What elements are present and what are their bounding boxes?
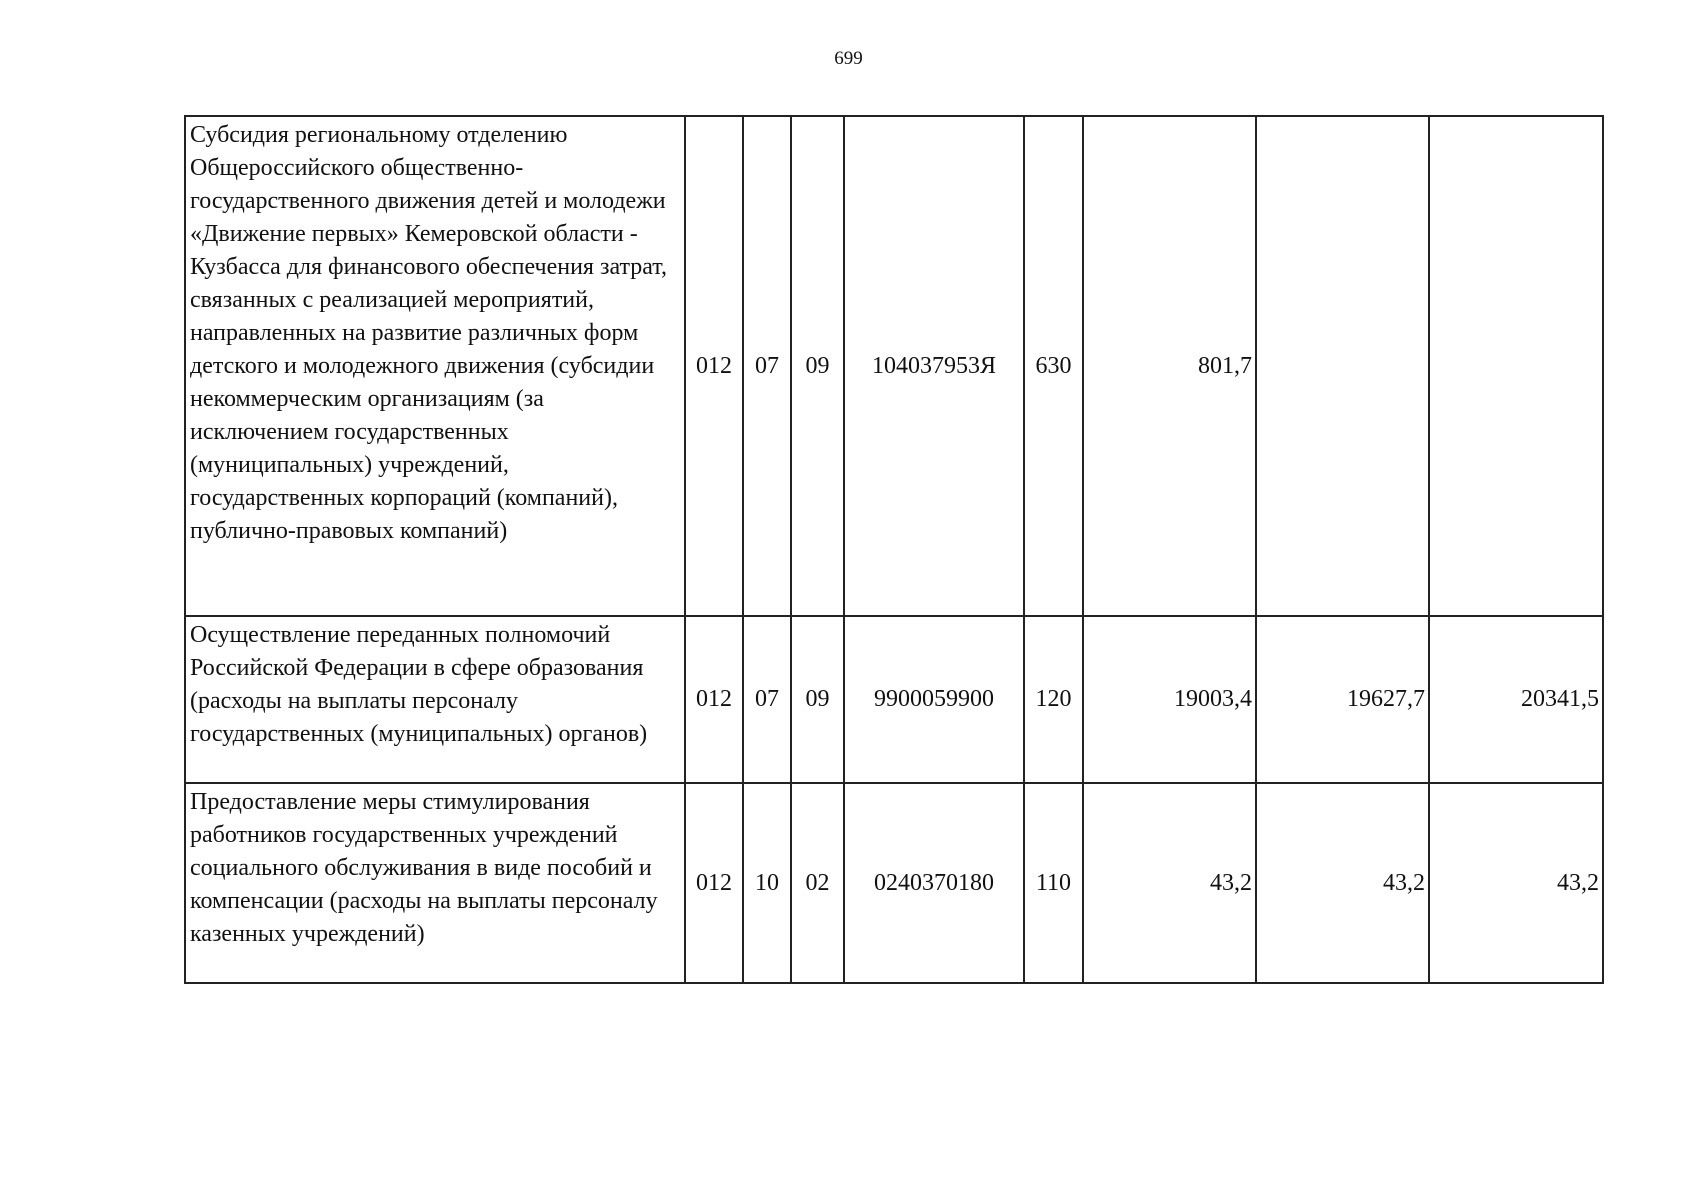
amount-year-1: 19003,4 bbox=[1083, 616, 1256, 783]
row-description: Предоставление меры стимулирования работников государственных учреждений социального обслуживания в виде пособий и компенсации (расходы на выплаты персоналу казенных учреждений) bbox=[185, 783, 685, 983]
amount-year-2: 19627,7 bbox=[1256, 616, 1429, 783]
ministry-code: 012 bbox=[685, 116, 743, 616]
budget-table bbox=[184, 115, 1604, 984]
expense-type-code: 120 bbox=[1024, 616, 1083, 783]
target-article-code: 9900059900 bbox=[844, 616, 1024, 783]
row-description: Осуществление переданных полномочий Российской Федерации в сфере образования (расходы на выплаты персоналу государственных (муниципальных) органов) bbox=[185, 616, 685, 783]
section-code: 07 bbox=[743, 616, 791, 783]
amount-year-3 bbox=[1429, 116, 1603, 616]
subsection-code: 09 bbox=[791, 616, 844, 783]
section-code: 07 bbox=[743, 116, 791, 616]
target-article-code: 0240370180 bbox=[844, 783, 1024, 983]
target-article-code: 104037953Я bbox=[844, 116, 1024, 616]
ministry-code: 012 bbox=[685, 616, 743, 783]
expense-type-code: 110 bbox=[1024, 783, 1083, 983]
amount-year-2 bbox=[1256, 116, 1429, 616]
subsection-code: 02 bbox=[791, 783, 844, 983]
table-row bbox=[185, 783, 1603, 983]
amount-year-1: 801,7 bbox=[1083, 116, 1256, 616]
expense-type-code: 630 bbox=[1024, 116, 1083, 616]
table-row bbox=[185, 116, 1603, 616]
ministry-code: 012 bbox=[685, 783, 743, 983]
amount-year-2: 43,2 bbox=[1256, 783, 1429, 983]
row-description: Субсидия региональному отделению Общероссийского общественно-государственного движения детей и молодежи «Движение первых» Кемеровской области - Кузбасса для финансового обеспечения затрат, связанных с реализацией мероприятий, направленных на развитие различных форм детского и молодежного движения (субсидии некоммерческим организациям (за исключением государственных (муниципальных) учреждений, государственных корпораций (компаний), публично-правовых компаний) bbox=[185, 116, 685, 616]
page-number: 699 bbox=[834, 48, 863, 69]
table-row bbox=[185, 616, 1603, 783]
section-code: 10 bbox=[743, 783, 791, 983]
subsection-code: 09 bbox=[791, 116, 844, 616]
amount-year-3: 20341,5 bbox=[1429, 616, 1603, 783]
amount-year-3: 43,2 bbox=[1429, 783, 1603, 983]
amount-year-1: 43,2 bbox=[1083, 783, 1256, 983]
